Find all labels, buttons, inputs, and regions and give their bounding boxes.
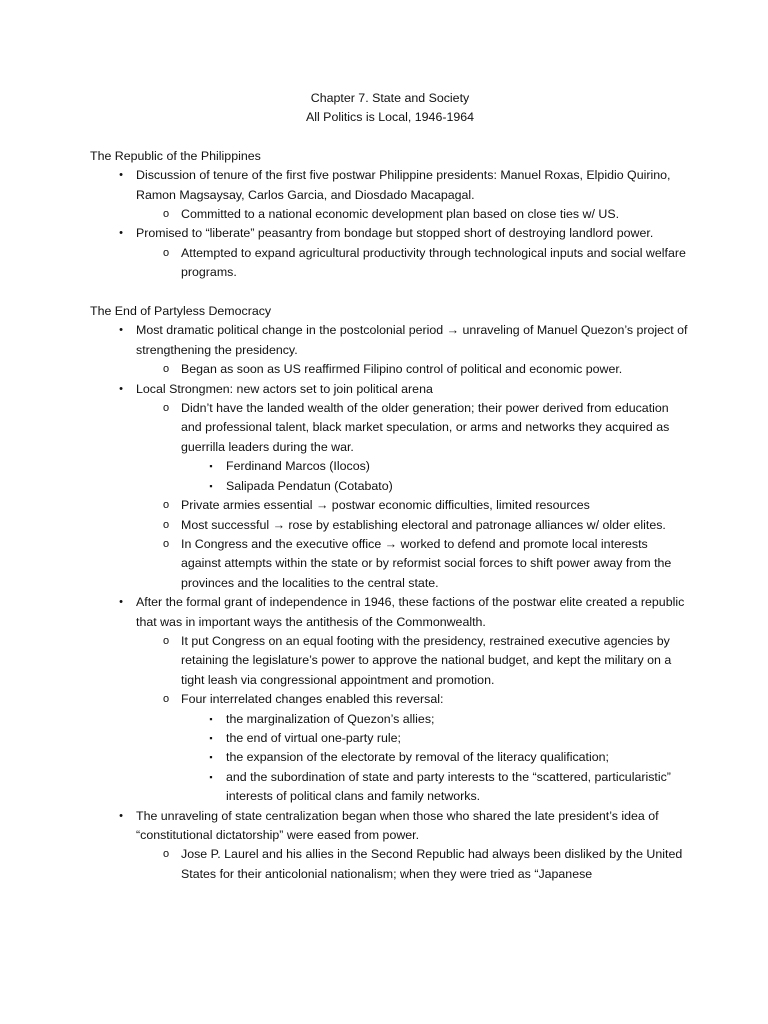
bullet-square-icon	[202, 729, 220, 748]
bullet-circle-icon	[157, 535, 175, 554]
list-item-level-1	[90, 380, 690, 399]
bullet-circle-icon	[157, 516, 175, 535]
list-item-text: After the formal grant of independence in 1946, these factions of the postwar elite created a republic that was in important ways the antithesis of the Commonwealth.	[136, 595, 685, 629]
list-item-text: Local Strongmen: new actors set to join political arena	[136, 381, 433, 396]
bullet-dot-icon	[112, 321, 130, 340]
list-item-level-3	[90, 768, 690, 807]
bullet-dot-icon	[112, 593, 130, 612]
bullet-list	[90, 166, 690, 282]
bullet-square-icon	[202, 748, 220, 767]
list-item-text: Discussion of tenure of the first five postwar Philippine presidents: Manuel Roxas, Elpidio Quirino, Ramon Magsaysay, Carlos Garcia, and Diosdado Macapagal.	[136, 168, 671, 202]
title-block	[90, 89, 690, 128]
bullet-circle-icon	[157, 244, 175, 263]
bullet-square-icon	[202, 457, 220, 476]
bullet-circle-icon	[157, 205, 175, 224]
bullet-circle-icon	[157, 845, 175, 864]
section-heading: The Republic of the Philippines	[90, 148, 261, 163]
list-item-text: It put Congress on an equal footing with the presidency, restrained executive agencies by retaining the legislature’s power to approve the national budget, and kept the military on a tight leash via congressional appointment and promotion.	[181, 633, 672, 687]
bullet-square-icon	[202, 477, 220, 496]
bullet-dot-icon	[112, 380, 130, 399]
bullet-circle-icon	[157, 690, 175, 709]
list-item-level-3	[90, 477, 690, 496]
list-item-text: Ferdinand Marcos (Ilocos)	[226, 459, 370, 474]
list-item-level-1	[90, 166, 690, 205]
chapter-title: Chapter 7. State and Society	[310, 91, 470, 105]
section	[90, 302, 690, 884]
list-item-level-3	[90, 729, 690, 748]
list-item-text: Four interrelated changes enabled this reversal:	[181, 692, 444, 707]
section	[90, 147, 690, 283]
sections-container	[90, 147, 690, 884]
section-spacer	[90, 283, 690, 302]
bullet-circle-icon	[157, 399, 175, 418]
list-item-level-1	[90, 321, 690, 360]
bullet-square-icon	[202, 710, 220, 729]
list-item-text: Most successful → rose by establishing electoral and patronage alliances w/ older elites.	[181, 517, 666, 532]
bullet-circle-icon	[157, 632, 175, 651]
bullet-dot-icon	[112, 807, 130, 826]
list-item-level-2	[90, 399, 690, 457]
list-item-level-2	[90, 360, 690, 379]
list-item-text: Attempted to expand agricultural productivity through technological inputs and social welfare programs.	[181, 245, 686, 280]
list-item-text: Salipada Pendatun (Cotabato)	[226, 478, 393, 493]
bullet-dot-icon	[112, 166, 130, 185]
list-item-text: the marginalization of Quezon’s allies;	[226, 711, 435, 726]
chapter-subtitle: All Politics is Local, 1946-1964	[305, 110, 475, 125]
list-item-level-2	[90, 496, 690, 515]
bullet-circle-icon	[157, 496, 175, 515]
bullet-circle-icon	[157, 360, 175, 379]
list-item-level-2	[90, 632, 690, 690]
list-item-text: The unraveling of state centralization began when those who shared the late president’s idea of “constitutional dictatorship” were eased from power.	[136, 808, 659, 843]
list-item-text: and the subordination of state and party interests to the “scattered, particularistic” interests of political clans and family networks.	[226, 769, 671, 804]
list-item-level-1	[90, 224, 690, 243]
list-item-text: the expansion of the electorate by removal of the literacy qualification;	[226, 750, 609, 765]
section-heading: The End of Partyless Democracy	[90, 304, 272, 319]
list-item-level-3	[90, 457, 690, 476]
bullet-list	[90, 321, 690, 884]
list-item-level-2	[90, 845, 690, 884]
list-item-level-2	[90, 690, 690, 709]
bullet-dot-icon	[112, 224, 130, 243]
list-item-level-1	[90, 807, 690, 846]
list-item-text: Jose P. Laurel and his allies in the Second Republic had always been disliked by the United States for their anticolonial nationalism; when they were tried as “Japanese	[181, 847, 683, 881]
list-item-text: the end of virtual one-party rule;	[226, 730, 401, 745]
list-item-text: Private armies essential → postwar economic difficulties, limited resources	[181, 498, 590, 513]
list-item-level-2	[90, 516, 690, 535]
list-item-level-3	[90, 748, 690, 767]
list-item-level-2	[90, 205, 690, 224]
bullet-square-icon	[202, 768, 220, 787]
list-item-level-2	[90, 535, 690, 593]
list-item-level-2	[90, 244, 690, 283]
list-item-level-3	[90, 710, 690, 729]
list-item-text: In Congress and the executive office → worked to defend and promote local interests against attempts within the state or by reformist social forces to shift power away from the provinces and the localities to the central state.	[181, 536, 672, 590]
list-item-level-1	[90, 593, 690, 632]
list-item-text: Promised to “liberate” peasantry from bondage but stopped short of destroying landlord power.	[136, 226, 654, 241]
list-item-text: Committed to a national economic development plan based on close ties w/ US.	[181, 207, 620, 222]
list-item-text: Didn’t have the landed wealth of the older generation; their power derived from education and professional talent, black market speculation, or arms and networks they acquired as guerrilla leaders during the war.	[181, 401, 670, 454]
document-content	[90, 89, 690, 884]
list-item-text: Most dramatic political change in the postcolonial period → unraveling of Manuel Quezon’s project of strengthening the presidency.	[136, 323, 688, 357]
list-item-text: Began as soon as US reaffirmed Filipino control of political and economic power.	[181, 362, 623, 377]
